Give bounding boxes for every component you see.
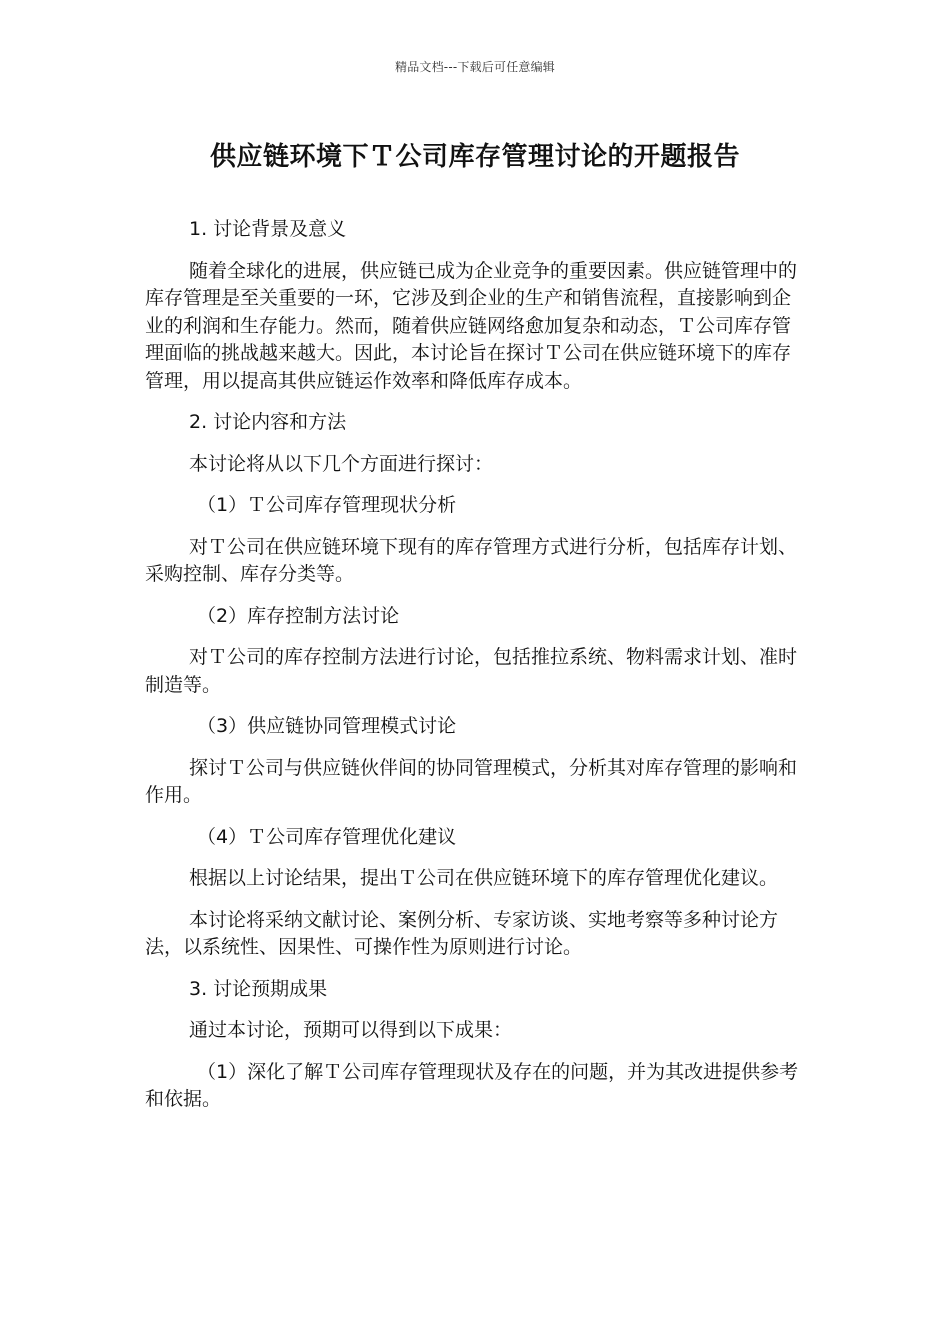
section-heading-background: 1. 讨论背景及意义 bbox=[189, 218, 347, 240]
paragraph-intro: 本讨论将从以下几个方面进行探讨： bbox=[189, 452, 494, 475]
document-title: 供应链环境下Ｔ公司库存管理讨论的开题报告 bbox=[209, 142, 740, 172]
outcome-item-1: （1）深化了解Ｔ公司库存管理现状及存在的问题，并为其改进提供参考和依据。 bbox=[145, 1060, 799, 1110]
paragraph-outcomes-intro: 通过本讨论，预期可以得到以下成果： bbox=[189, 1019, 513, 1041]
subheading-3: （3）供应链协同管理模式讨论 bbox=[197, 715, 457, 737]
paragraph-4: 根据以上讨论结果，提出Ｔ公司在供应链环境下的库存管理优化建议。 bbox=[189, 867, 779, 889]
subheading-4: （4）Ｔ公司库存管理优化建议 bbox=[197, 825, 457, 848]
paragraph-2: 对Ｔ公司的库存控制方法进行讨论，包括推拉系统、物料需求计划、准时制造等。 bbox=[145, 646, 798, 696]
subheading-1: （1）Ｔ公司库存管理现状分析 bbox=[197, 494, 457, 516]
paragraph-background: 随着全球化的进展，供应链已成为企业竞争的重要因素。供应链管理中的库存管理是至关重要的一环，它涉及到企业的生产和销售流程，直接影响到企业的利润和生存能力。然而，随着供应链网络愈加复杂和动态，Ｔ公司库存管理面临的挑战越来越大。因此，本讨论旨在探讨Ｔ公司在供应链环境下的库存管理，用以提高其供应链运作效率和降低库存成本。 bbox=[145, 259, 798, 392]
paragraph-1: 对Ｔ公司在供应链环境下现有的库存管理方式进行分析，包括库存计划、采购控制、库存分类等。 bbox=[145, 535, 798, 585]
subheading-2: （2）库存控制方法讨论 bbox=[197, 604, 400, 627]
header-note: 精品文档---下载后可任意编辑 bbox=[395, 60, 555, 74]
section-heading-content-method: 2. 讨论内容和方法 bbox=[189, 411, 347, 433]
paragraph-methods: 本讨论将采纳文献讨论、案例分析、专家访谈、实地考察等多种讨论方法，以系统性、因果性、可操作性为原则进行讨论。 bbox=[145, 908, 779, 958]
section-heading-outcomes: 3. 讨论预期成果 bbox=[189, 977, 328, 1000]
paragraph-3: 探讨Ｔ公司与供应链伙伴间的协同管理模式，分析其对库存管理的影响和作用。 bbox=[145, 756, 798, 806]
document-body bbox=[145, 216, 807, 1128]
